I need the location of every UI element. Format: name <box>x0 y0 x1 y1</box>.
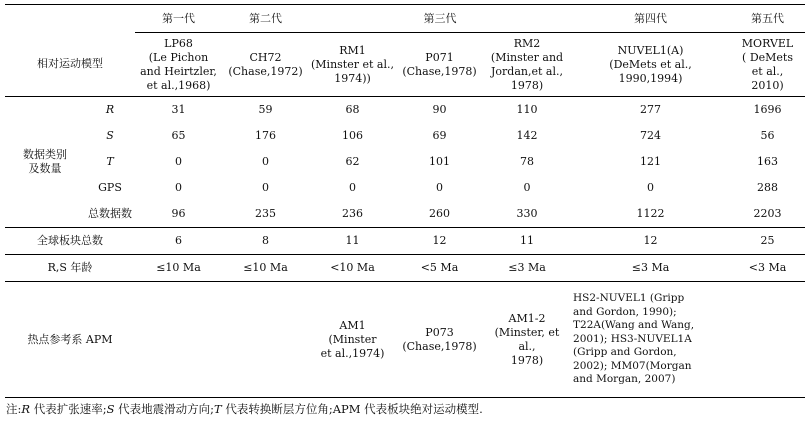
data-group-label: 数据类别 及数量 <box>5 97 85 228</box>
data-label-r: R <box>85 97 135 123</box>
data-cell: 96 <box>171 206 186 220</box>
model-rm1: RM1 (Minster et al., 1974)) <box>311 43 394 85</box>
data-cell: 1696 <box>730 97 805 123</box>
data-cell: 0 <box>647 180 655 194</box>
data-cell: 176 <box>255 128 276 142</box>
header-gen5: 第五代 <box>730 5 805 33</box>
data-cell: 31 <box>135 97 222 123</box>
footnote-t-symbol: T <box>214 402 222 416</box>
model-row-label: 相对运动模型 <box>37 57 103 71</box>
data-cell: 0 <box>436 180 443 194</box>
data-label-total: 总数据数 <box>88 206 132 220</box>
apm-cell <box>222 282 309 398</box>
model-ch72: CH72 (Chase,1972) <box>228 50 303 78</box>
data-label-t: T <box>106 154 114 168</box>
footnote-prefix: 注: <box>6 402 22 416</box>
header-gen3: 第三代 <box>309 5 571 33</box>
footnote-t-text: 代表转换断层方位角;APM 代表板块绝对运动模型. <box>221 402 483 416</box>
data-label-s: S <box>106 128 114 142</box>
data-cell: 65 <box>171 128 186 142</box>
data-cell: 12 <box>571 228 730 255</box>
model-rm2: RM2 (Minster and Jordan,et al., 1978) <box>490 36 564 92</box>
data-cell: 724 <box>640 128 662 142</box>
data-cell: 62 <box>345 154 360 168</box>
footnote-s-symbol: S <box>106 402 115 416</box>
data-cell: 121 <box>640 154 662 168</box>
data-cell: 101 <box>429 154 450 168</box>
data-cell: 11 <box>483 228 571 255</box>
data-cell: 56 <box>760 128 775 142</box>
data-cell: 8 <box>222 228 309 255</box>
plates-row <box>5 228 805 255</box>
data-cell: 235 <box>255 206 276 220</box>
data-cell: 12 <box>396 228 483 255</box>
data-row-total <box>5 201 805 228</box>
data-cell: 330 <box>516 206 538 220</box>
data-cell: <10 Ma <box>309 255 396 282</box>
data-cell: 0 <box>262 180 269 194</box>
apm-cell-hotspot-models: HS2-NUVEL1 (Gripp and Gordon, 1990); T22A(Wang and Wang, 2001); HS3-NUVEL1A (Gripp and Gordon, 2002); MM07(Morgan and Morgan, 2007) <box>571 282 730 398</box>
apm-cell <box>135 282 222 398</box>
plates-row-label: 全球板块总数 <box>5 228 135 255</box>
data-row-r <box>5 97 805 123</box>
data-cell: ≤10 Ma <box>222 255 309 282</box>
data-cell: <5 Ma <box>396 255 483 282</box>
data-cell: 1122 <box>636 206 665 220</box>
data-cell: 6 <box>135 228 222 255</box>
header-gen1: 第一代 <box>135 5 222 33</box>
data-cell: 288 <box>757 180 779 194</box>
data-cell: 142 <box>516 128 538 142</box>
data-row-s <box>5 123 805 149</box>
age-row-label: R,S 年龄 <box>5 255 135 282</box>
footnote-r-text: 代表扩张速率; <box>30 402 107 416</box>
apm-row-label: 热点参考系 APM <box>5 282 135 398</box>
apm-cell <box>730 282 805 398</box>
data-cell: 25 <box>730 228 805 255</box>
data-row-gps <box>5 175 805 201</box>
table-footnote <box>6 401 483 417</box>
data-cell: 163 <box>757 154 779 168</box>
data-cell: 260 <box>429 206 450 220</box>
data-cell: 69 <box>432 128 447 142</box>
footnote-s-text: 代表地震滑动方向; <box>114 402 214 416</box>
data-cell: 90 <box>396 97 483 123</box>
model-morvel: MORVEL ( DeMets et al., 2010) <box>741 36 794 92</box>
model-p071: P071 (Chase,1978) <box>402 50 477 78</box>
data-cell: 0 <box>262 154 269 168</box>
data-cell: ≤3 Ma <box>483 255 571 282</box>
apm-row <box>5 282 805 398</box>
model-nuvel1: NUVEL1(A) (DeMets et al., 1990,1994) <box>609 43 692 85</box>
header-gen4: 第四代 <box>571 5 730 33</box>
footnote-r-symbol: R <box>21 402 31 416</box>
data-cell: 59 <box>222 97 309 123</box>
data-cell: 2203 <box>753 206 782 220</box>
plate-motion-models-table <box>5 4 805 398</box>
data-cell: 106 <box>342 128 363 142</box>
model-lp68: LP68 (Le Pichon and Heirtzler, et al.,1968) <box>140 36 217 92</box>
model-row <box>5 33 805 97</box>
data-cell: 110 <box>483 97 571 123</box>
data-cell: 236 <box>342 206 363 220</box>
header-gen2: 第二代 <box>222 5 309 33</box>
data-cell: 0 <box>175 154 182 168</box>
apm-cell-p073: P073 (Chase,1978) <box>396 282 483 398</box>
data-cell: ≤10 Ma <box>135 255 222 282</box>
age-row <box>5 255 805 282</box>
corner-cell <box>5 5 135 33</box>
data-label-gps: GPS <box>98 180 122 194</box>
apm-cell-am1-2: AM1-2 (Minster, et al., 1978) <box>483 282 571 398</box>
data-row-t <box>5 149 805 175</box>
data-cell: 11 <box>309 228 396 255</box>
data-cell: 277 <box>571 97 730 123</box>
data-cell: 0 <box>349 180 356 194</box>
apm-cell-am1: AM1 (Minster et al.,1974) <box>309 282 396 398</box>
data-cell: <3 Ma <box>730 255 805 282</box>
data-cell: 0 <box>523 180 531 194</box>
generation-header-row <box>5 5 805 33</box>
data-cell: 78 <box>520 154 534 168</box>
data-cell: ≤3 Ma <box>571 255 730 282</box>
data-cell: 0 <box>175 180 182 194</box>
data-cell: 68 <box>309 97 396 123</box>
